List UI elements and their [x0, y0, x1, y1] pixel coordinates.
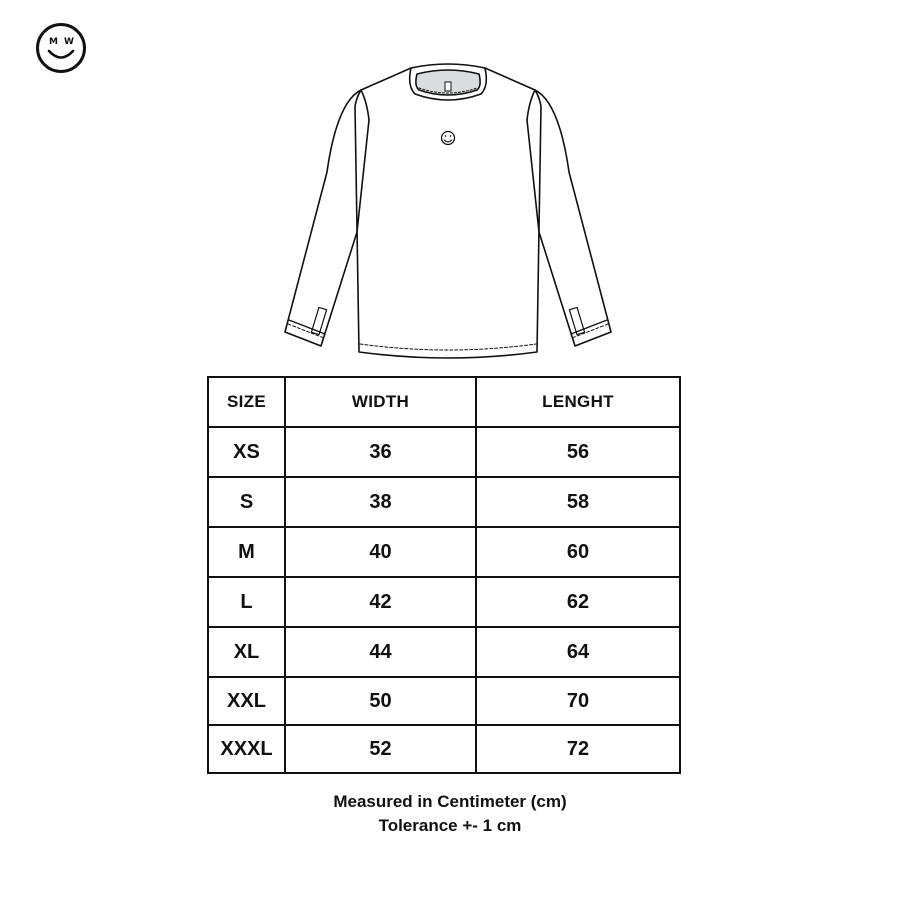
- width-cell: 50: [285, 677, 476, 725]
- table-row: [208, 677, 680, 725]
- width-cell: 38: [285, 477, 476, 527]
- brand-logo: [35, 22, 87, 74]
- size-cell: S: [208, 477, 285, 527]
- header-size: SIZE: [208, 377, 285, 427]
- size-chart-table: [207, 376, 681, 774]
- length-cell: 56: [476, 427, 680, 477]
- table-row: [208, 627, 680, 677]
- table-row: [208, 577, 680, 627]
- header-width: WIDTH: [285, 377, 476, 427]
- length-cell: 62: [476, 577, 680, 627]
- logo-letter-w: W: [64, 37, 74, 47]
- length-cell: 58: [476, 477, 680, 527]
- length-cell: 64: [476, 627, 680, 677]
- measurement-notes: [0, 790, 900, 838]
- width-cell: 44: [285, 627, 476, 677]
- table-row: [208, 427, 680, 477]
- size-cell: XL: [208, 627, 285, 677]
- size-cell: M: [208, 527, 285, 577]
- length-cell: 60: [476, 527, 680, 577]
- size-cell: XS: [208, 427, 285, 477]
- width-cell: 40: [285, 527, 476, 577]
- size-cell: L: [208, 577, 285, 627]
- long-sleeve-tshirt-illustration: [275, 62, 620, 370]
- size-cell: XXXL: [208, 725, 285, 773]
- smiley-face-icon: [35, 22, 87, 74]
- size-cell: XXL: [208, 677, 285, 725]
- width-cell: 42: [285, 577, 476, 627]
- header-length: LENGHT: [476, 377, 680, 427]
- table-row: [208, 725, 680, 773]
- long-sleeve-tshirt-icon: [275, 62, 620, 370]
- width-cell: 36: [285, 427, 476, 477]
- unit-note: Measured in Centimeter (cm): [333, 792, 567, 811]
- length-cell: 72: [476, 725, 680, 773]
- table-header-row: [208, 377, 680, 427]
- length-cell: 70: [476, 677, 680, 725]
- table-row: [208, 527, 680, 577]
- width-cell: 52: [285, 725, 476, 773]
- logo-letter-m: M: [49, 37, 58, 47]
- table-row: [208, 477, 680, 527]
- tolerance-note: Tolerance +- 1 cm: [378, 816, 522, 835]
